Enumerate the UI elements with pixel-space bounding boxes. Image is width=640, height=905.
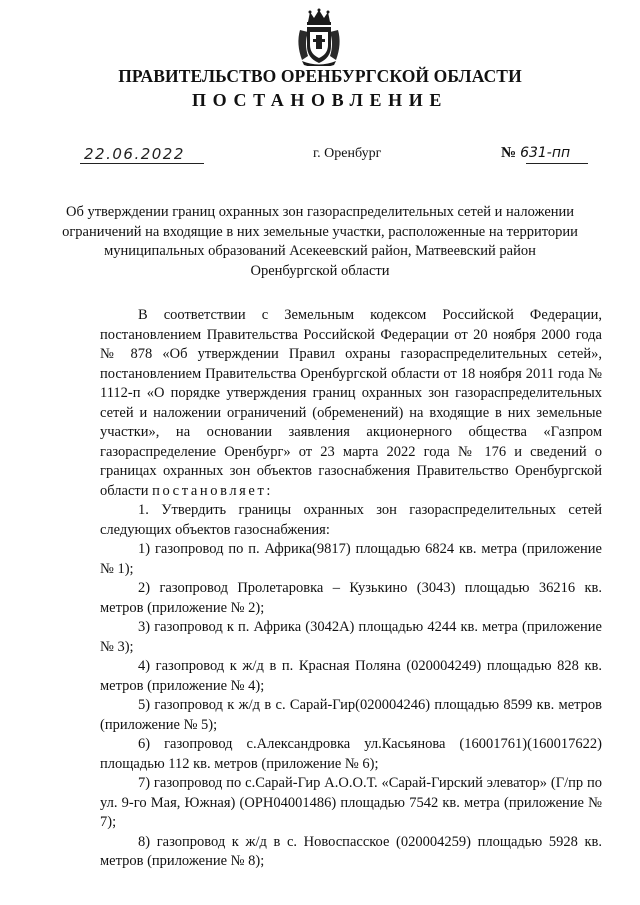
document-city: г. Оренбург [313, 146, 382, 161]
preamble [100, 306, 602, 501]
list-item: 1) газопровод по п. Африка(9817) площадью 6824 кв. метра (приложение № 1); [100, 541, 602, 577]
number-underline [526, 163, 588, 164]
document-body [100, 306, 602, 872]
list-item: 4) газопровод к ж/д в п. Красная Поляна (020004249) площадью 828 кв. метров (приложение № 4); [100, 658, 602, 694]
list-item: 8) газопровод к ж/д в с. Новоспасское (020004259) площадью 5928 кв. метров (приложение № 8); [100, 833, 602, 869]
list-item: 3) газопровод к п. Африка (3042А) площадью 4244 кв. метра (приложение № 3); [100, 619, 602, 655]
number-sign: № [501, 145, 517, 161]
document-number [501, 145, 570, 162]
document-subject: Об утверждении границ охранных зон газораспределительных сетей и наложении ограничений на входящие в них земельные участки, расположенные на территории муниципальных образований Асекеевский район, Матвеевский район Оренбургской области [62, 204, 578, 279]
list-item: 6) газопровод с.Александровка ул.Касьянова (16001761)(160017622) площадью 112 кв. метров (приложение № 6); [100, 736, 602, 772]
coat-of-arms-icon [294, 8, 344, 66]
document-date: 22.06.2022 [84, 145, 185, 163]
clause-1: 1. Утвердить границы охранных зон газораспределительных сетей следующих объектов газоснабжения: [100, 502, 602, 538]
preamble-text: В соответствии с Земельным кодексом Российской Федерации, постановлением Правительства Российской Федерации от 20 ноября 2000 года № 878 «Об утверждении Правил охраны газораспределительных сетей», постановлением Правительства Оренбургской области от 18 ноября 2011 года № 1112-п «О порядке утверждения границ охранных зон газораспределительных сетей и наложении ограничений (обременений) на входящие в них земельные участки», на основании заявления акционерного общества «Газпром газораспределение Оренбург» от 23 марта 2022 года № 176 и сведений о границах охранных зон объектов газоснабжения Правительство Оренбургской области [100, 307, 602, 499]
number-value: 631-пп [520, 145, 571, 161]
list-item: 2) газопровод Пролетаровка – Кузькино (3043) площадью 36216 кв. метров (приложение № 2); [100, 580, 602, 616]
government-title: ПРАВИТЕЛЬСТВО ОРЕНБУРГСКОЙ ОБЛАСТИ [118, 66, 522, 86]
document-type: ПОСТАНОВЛЕНИЕ [192, 90, 448, 110]
resolves-word: постановляет: [152, 482, 274, 499]
date-underline [80, 163, 204, 164]
list-item: 7) газопровод по с.Сарай-Гир А.О.О.Т. «Сарай-Гирский элеватор» (Г/пр по ул. 9-го Мая, Южная) (ОРН04001486) площадью 7542 кв. метра (приложение № 7); [100, 775, 602, 830]
list-item: 5) газопровод к ж/д в с. Сарай-Гир(020004246) площадью 8599 кв. метров (приложение № 5); [100, 697, 602, 733]
